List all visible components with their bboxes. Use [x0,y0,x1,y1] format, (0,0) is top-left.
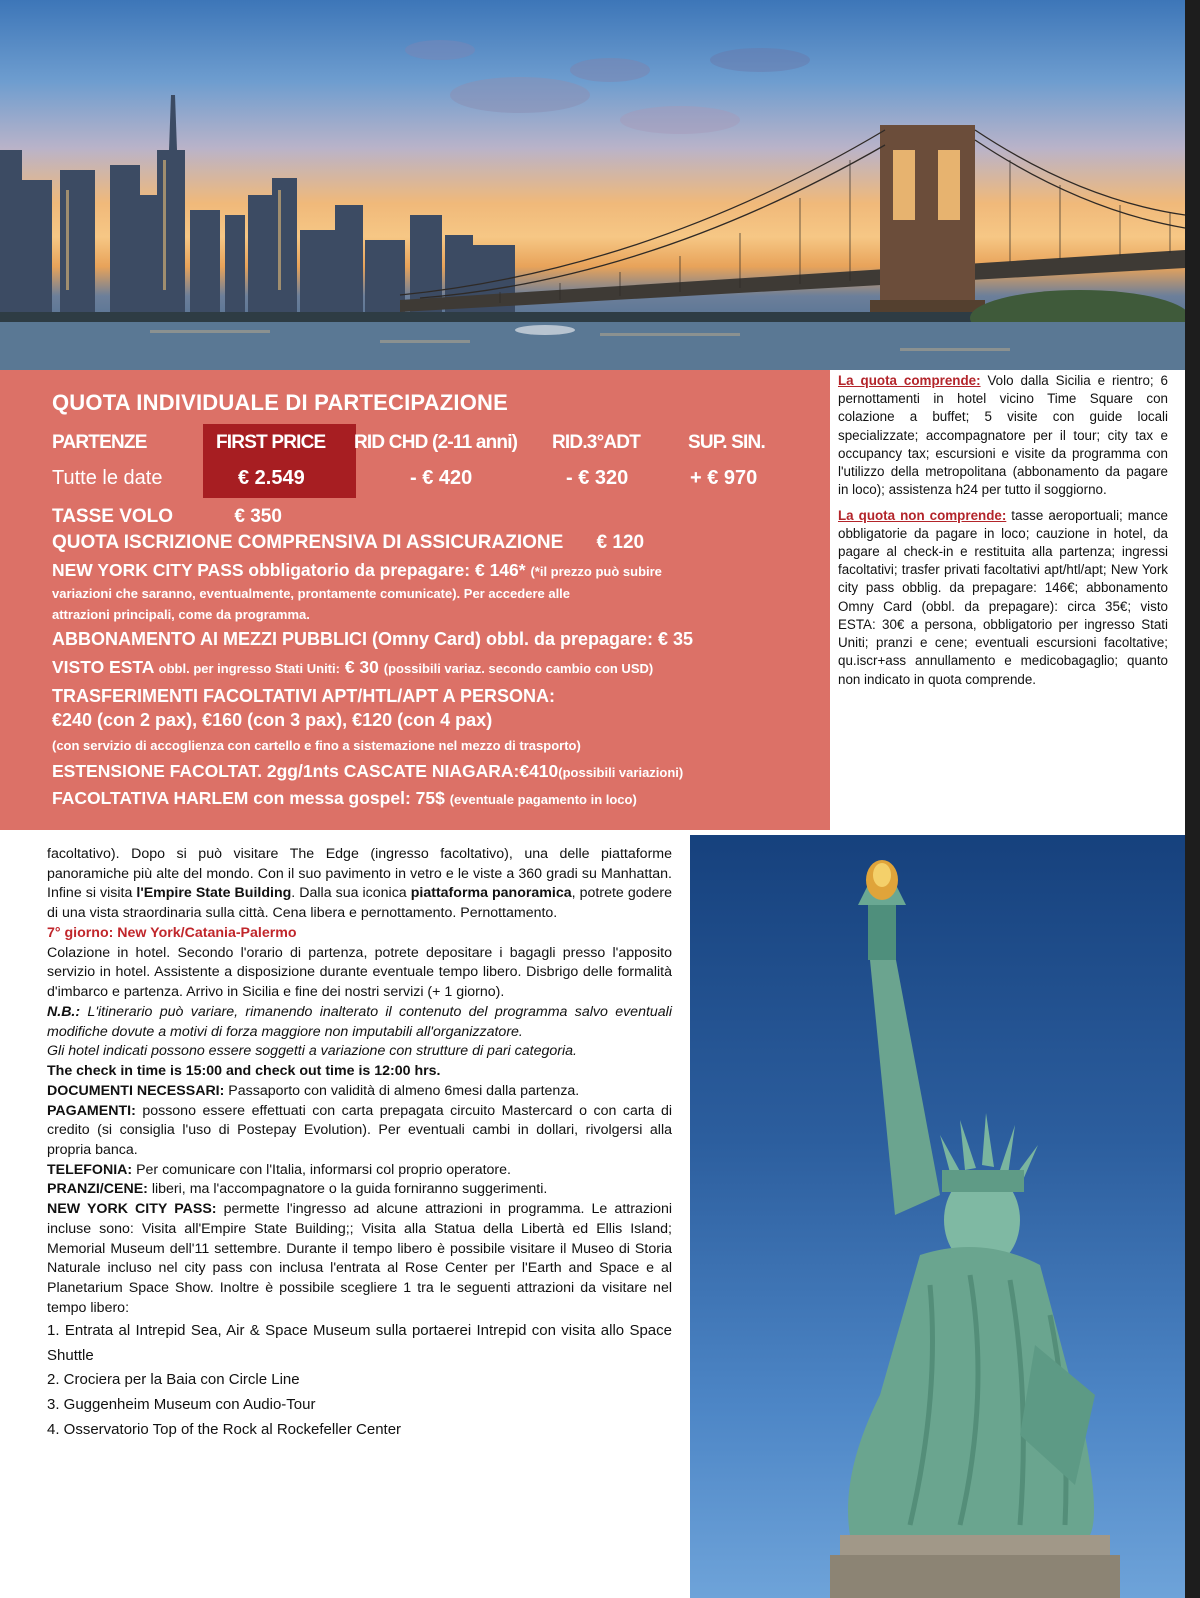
hero-photo-brooklyn-bridge [0,0,1185,370]
citypass-note-2: variazioni che saranno, eventualmente, prontamente comunicate). Per accedere alle [52,586,571,601]
nb-paragraph [47,1003,672,1042]
list-item: 1. Entrata al Intrepid Sea, Air & Space Museum sulla portaerei Intrepid con visita allo Space Shuttle [47,1321,672,1364]
pranzi-text: liberi, ma l'accompagnatore o la guida forniranno suggerimenti. [147,1181,548,1198]
iscrizione-value: € 120 [596,532,645,553]
pranzi-label: PRANZI/CENE: [47,1181,148,1198]
esta-main: VISTO ESTA [52,657,154,677]
quota-price-box [0,370,830,830]
esta-note: (possibili variaz. secondo cambio con USD) [383,661,654,676]
list-item: 3. Guggenheim Museum con Audio-Tour [47,1396,316,1414]
esta-row [52,657,653,678]
citypass-note-3: attrazioni principali, come da programma. [52,607,310,622]
citypass-text: permette l'ingresso ad alcune attrazioni in programma. Le attrazioni incluse sono: Visita all'Empire State Building;; Visita alla Statua della Libertà ed Ellis Island; Memorial Museum dell'11 settembre. Durante il tempo libero è possibile visitare il Museo di Storia Naturale incluso nel city pass con inclusa l'entrata al Rose Center per l'Earth and Space e al Planetarium Space Show. Inoltre è possibile scegliere 1 tra le seguenti attrazioni da visitare nel tempo libero: [47,1201,672,1316]
nb-label: N.B.: [47,1003,81,1020]
hotel-note: Gli hotel indicati possono essere soggetti a variazione con strutture di pari categoria. [47,1043,577,1060]
pagamenti-paragraph [47,1102,672,1161]
harlem-main: FACOLTATIVA HARLEM con messa gospel: 75$ [52,788,445,808]
nb-text: L'itinerario può variare, rimanendo inalterato il contenuto del programma salvo eventuali modifiche dovute a motivi di forza maggiore non imputabili all'organizzatore. [47,1003,672,1040]
pagamenti-label: PAGAMENTI: [47,1102,136,1119]
attractions-list [47,1319,672,1443]
citypass-paragraph [47,1200,672,1318]
niagara-note: (possibili variazioni) [558,765,684,780]
value-sup-sin: + € 970 [690,467,758,489]
page-edge [1185,0,1200,1598]
text-span: , potrete godere di una vista straordinaria sulla città. Cena libera e pernottamento. Pernottamento. [47,885,673,922]
header-first-price: FIRST PRICE [216,432,326,453]
transfer-note: (con servizio di accoglienza con cartello e fino a sistemazione nel mezzo di trasporto) [52,738,581,753]
documenti-text: Passaporto con validità di almeno 6mesi dalla partenza. [224,1082,580,1099]
telefonia-label: TELEFONIA: [47,1161,133,1178]
observation-deck-bold: piattaforma panoramica [410,885,572,902]
value-rid-chd: - € 420 [410,467,473,489]
text-span: facoltativo). Dopo si può visitare The Edge (ingresso facoltativo), una delle piattaforme panoramiche più alte del mondo. Con il suo pavimento in vetro e le viste a 360 gradi su Manhattan. Infine si visita [47,846,672,902]
quota-title: QUOTA INDIVIDUALE DI PARTECIPAZIONE [52,390,508,415]
harlem-note: (eventuale pagamento in loco) [449,792,637,807]
quota-details-column [838,372,1168,696]
esta-small: obbl. per ingresso Stati Uniti: [158,661,340,676]
niagara-row [52,761,683,782]
pagamenti-text: possono essere effettuati con carta prepagata circuito Mastercard o con carta di credito (si consiglia l'uso di Postepay Evolution). Per eventuali cambi in dollari, rivolgersi alla propria banca. [47,1102,672,1159]
tasse-label: TASSE VOLO [52,506,174,527]
transfer-prices: €240 (con 2 pax), €160 (con 3 pax), €120 (con 4 pax) [52,710,493,730]
header-rid-chd: RID CHD (2-11 anni) [354,432,518,453]
day6-continued [47,845,672,924]
header-partenze: PARTENZE [52,432,147,453]
pranzi-paragraph [47,1180,672,1200]
comprende-label: La quota comprende: [838,373,981,388]
documenti-label: DOCUMENTI NECESSARI: [47,1082,225,1099]
list-item: 4. Osservatorio Top of the Rock al Rockefeller Center [47,1421,402,1439]
list-item: 2. Crociera per la Baia con Circle Line [47,1371,300,1389]
non-comprende-text: tasse aeroportuali; mance obbligatorie da pagare in loco; cauzione in hotel, da pagare al check-in e restituita alla partenza; ingressi facoltativi; trasfer privati facoltativi apt/htl/apt; New York city pass obblig. da prepagare: 146€; abbonamento Omny Card (obbl. da prepagare): circa 35€; visto ESTA: 30€ a persona, obbligatorio per ingresso Stati Uniti; pranzi e cene; eventuali escursioni facoltative; qu.iscr+ass annullamento e medicobagaglio; quanto non indicato in quota comprende. [838,507,1168,687]
day7-text: Colazione in hotel. Secondo l'orario di partenza, potrete depositare i bagagli presso l'apposito servizio in hotel. Assistente a disposizione durante eventuale tempo libero. Disbrigo delle formalità d'imbarco e partenza. Arrivo in Sicilia e fine dei nostri servizi (+ 1 giorno). [47,944,672,1001]
niagara-main: ESTENSIONE FACOLTAT. 2gg/1nts CASCATE NIAGARA:€410 [52,761,559,781]
transfer-title: TRASFERIMENTI FACOLTATIVI APT/HTL/APT A PERSONA: [52,686,555,706]
telefonia-text: Per comunicare con l'Italia, informarsi col proprio operatore. [132,1161,511,1178]
non-comprende-label: La quota non comprende: [838,507,1007,523]
documenti-paragraph [47,1082,672,1102]
comprende-paragraph [838,372,1168,500]
iscrizione-row [52,532,644,554]
itinerary-text [47,845,672,1443]
text-span: . Dalla sua iconica [291,885,411,902]
empire-state-bold: l'Empire State Building [136,885,292,902]
value-first-price: € 2.549 [238,467,305,489]
value-rid-3adt: - € 320 [566,467,629,489]
statue-of-liberty-photo [690,835,1185,1598]
citypass-main: NEW YORK CITY PASS obbligatorio da prepagare: € 146* [52,560,526,580]
day7-title: 7° giorno: New York/Catania-Palermo [47,924,297,941]
checkin-note: The check in time is 15:00 and check out time is 12:00 hrs. [47,1063,441,1080]
citypass-note-1: (*il prezzo può subire [530,564,662,579]
esta-price: € 30 [344,657,379,677]
value-partenze: Tutte le date [52,467,163,489]
tasse-value: € 350 [234,506,282,527]
non-comprende-paragraph [838,507,1168,689]
citypass-label: NEW YORK CITY PASS: [47,1201,217,1218]
omny-row: ABBONAMENTO AI MEZZI PUBBLICI (Omny Card) obbl. da prepagare: € 35 [52,629,694,649]
comprende-text: Volo dalla Sicilia e rientro; 6 pernottamenti in hotel vicino Time Square con colazione a buffet; 5 visite con guide locali specializzate; accompagnatore per il tour; city tax e occupancy tax; escursioni e visite da programma con l'utilizzo della metropolitana (abbonamento da pagare in loco); assistenza h24 per tutto il soggiorno. [838,373,1168,498]
header-sup-sin: SUP. SIN. [688,432,765,453]
citypass-row [52,560,662,581]
harlem-row [52,788,637,809]
telefonia-paragraph [47,1161,672,1181]
header-rid-3adt: RID.3°ADT [552,432,641,453]
tasse-volo-row [52,506,282,528]
iscrizione-label: QUOTA ISCRIZIONE COMPRENSIVA DI ASSICURAZIONE [52,532,564,553]
